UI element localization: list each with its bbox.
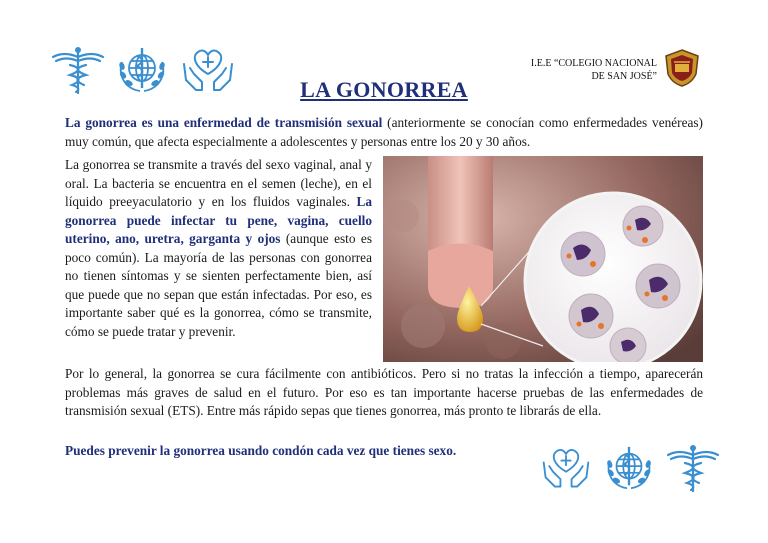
transmission-text-2: (aunque esto es poco común). La mayoría de las personas con gonorrea no tienen síntomas y se sienten perfectamente bien, así que puede que no sepan que están infectadas. Por eso, es importante saber qué es la gonorrea, cómo se transmite, cómo se puede tratar y prevenir. bbox=[65, 231, 373, 339]
transmission-highlight: La gonorrea puede infectar tu pene, vagina, cuello uterino, ano, uretra, garganta y ojos bbox=[65, 194, 372, 246]
page-title: LA GONORREA bbox=[300, 77, 468, 102]
caduceus-icon bbox=[665, 443, 721, 493]
hands-heart-icon bbox=[540, 443, 592, 493]
intro-text: (anteriormente se conocían como enfermedades venéreas) muy común, que afecta especialmente a adolescentes y personas entre los 20 y 30 años. bbox=[65, 115, 703, 149]
transmission-text-1: La gonorrea se transmite a través del sexo vaginal, anal y oral. La bacteria se encuentra en el semen (leche), en el líquido preeyaculatorio y en los fluidos vaginales. bbox=[65, 157, 372, 209]
treatment-paragraph: Por lo general, la gonorrea se cura fácilmente con antibióticos. Pero si no tratas la infección a tiempo, aparecerán problemas más graves de salud en el futuro. Por eso es tan importante hacerse pruebas de las enfermedades de transmisión sexual (ETS). Entre más rápido sepas que tienes gonorrea, más pronto te librarás de ella. bbox=[65, 366, 703, 418]
school-name: I.E.E “COLEGIO NACIONAL DE SAN JOSÉ” bbox=[530, 58, 657, 82]
prevention-statement: Puedes prevenir la gonorrea usando condón cada vez que tienes sexo. bbox=[65, 443, 457, 458]
intro-highlight: La gonorrea es una enfermedad de transmisión sexual bbox=[65, 115, 383, 130]
transmission-paragraph bbox=[65, 156, 372, 341]
who-emblem-icon bbox=[602, 443, 656, 493]
bacteria-illustration bbox=[383, 156, 703, 362]
intro-paragraph bbox=[65, 114, 703, 151]
